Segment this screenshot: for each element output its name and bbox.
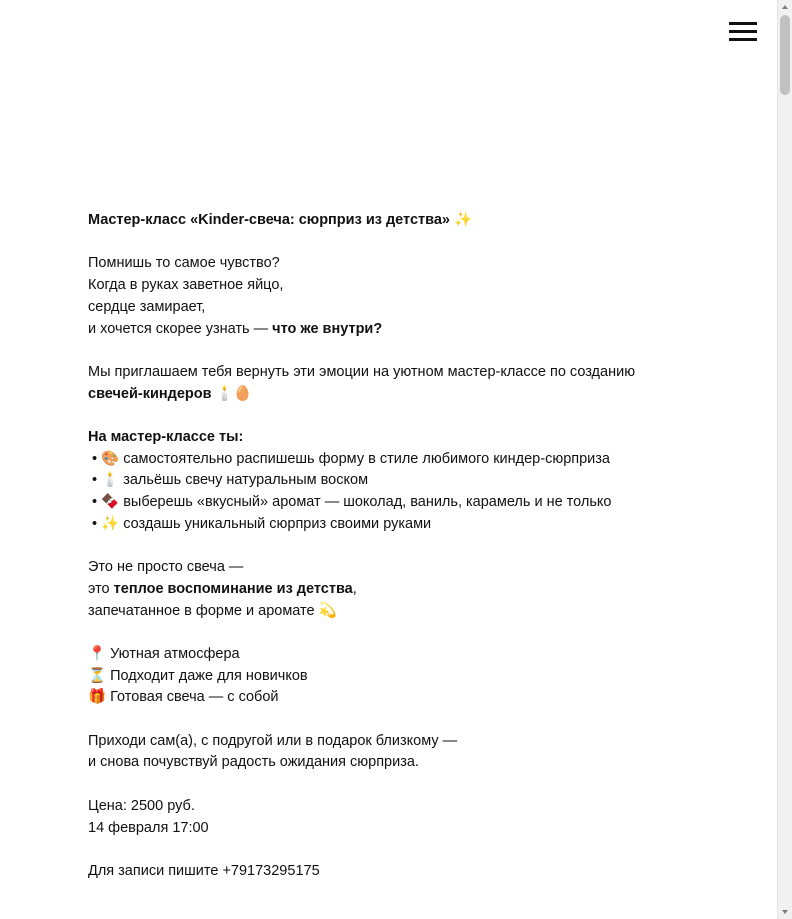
blank-line [88, 774, 728, 796]
invite-line: Мы приглашаем тебя вернуть эти эмоции на уютном мастер-классе по созданию [88, 363, 636, 380]
scrollbar-thumb[interactable] [780, 15, 790, 95]
hamburger-menu-icon[interactable] [726, 20, 760, 46]
intro-line: Помнишь то самое чувство? [88, 255, 280, 272]
feature-item: 🎁 Готовая свеча — с собой [88, 689, 279, 706]
blank-line [88, 839, 728, 861]
feature-item: 📍 Уютная атмосфера [88, 645, 240, 662]
outro-line: и снова почувствуй радость ожидания сюрприза. [88, 754, 419, 771]
event-date: 14 февраля 17:00 [88, 819, 209, 836]
menu-bar [729, 38, 757, 41]
memory-bold: теплое воспоминание из детства [113, 580, 353, 597]
post-title: Мастер-класс «Kinder-свеча: сюрприз из детства» [88, 212, 450, 228]
price: Цена: 2500 руб. [88, 797, 195, 814]
list-item: • 🍫 выберешь «вкусный» аромат — шоколад, ваниль, карамель и не только [88, 494, 612, 511]
intro-line [88, 319, 728, 341]
intro-line: Когда в руках заветное яйцо, [88, 277, 284, 294]
sparkles-emoji: ✨ [449, 212, 473, 228]
intro-text: и хочется скорее узнать — [88, 320, 273, 337]
invite-bold: свечей-киндеров [88, 385, 212, 402]
blank-line [88, 340, 728, 362]
intro-line: сердце замирает, [88, 298, 206, 315]
blank-line [88, 622, 728, 644]
menu-bar [729, 30, 757, 33]
candle-egg-emoji: 🕯️🥚 [211, 385, 252, 402]
memory-text: это [88, 580, 114, 597]
list-item: • 🕯️ зальёшь свечу натуральным воском [88, 472, 369, 489]
memory-line: Это не просто свеча — [88, 559, 244, 576]
menu-bar [729, 22, 757, 25]
blank-line [88, 709, 728, 731]
scrollbar[interactable] [777, 0, 792, 919]
list-item: • 🎨 самостоятельно распишешь форму в стиле любимого киндер-сюрприза [88, 450, 610, 467]
post-text [88, 210, 728, 883]
post-title-line [88, 210, 728, 232]
list-title: На мастер-классе ты: [88, 428, 244, 445]
outro-line: Приходи сам(а), с подругой или в подарок близкому — [88, 732, 458, 749]
scroll-down-arrow-icon[interactable] [782, 910, 788, 914]
blank-line [88, 232, 728, 254]
contact: Для записи пишите +79173295175 [88, 862, 320, 879]
list-item: • ✨ создашь уникальный сюрприз своими руками [88, 515, 432, 532]
intro-bold-question: что же внутри? [272, 320, 383, 337]
feature-item: ⏳ Подходит даже для новичков [88, 667, 308, 684]
memory-line: запечатанное в форме и аромате 💫 [88, 602, 337, 619]
scroll-up-arrow-icon[interactable] [782, 5, 788, 9]
blank-line [88, 405, 728, 427]
memory-comma: , [352, 580, 357, 597]
memory-line [88, 579, 728, 601]
invite-line [88, 384, 728, 406]
blank-line [88, 536, 728, 558]
